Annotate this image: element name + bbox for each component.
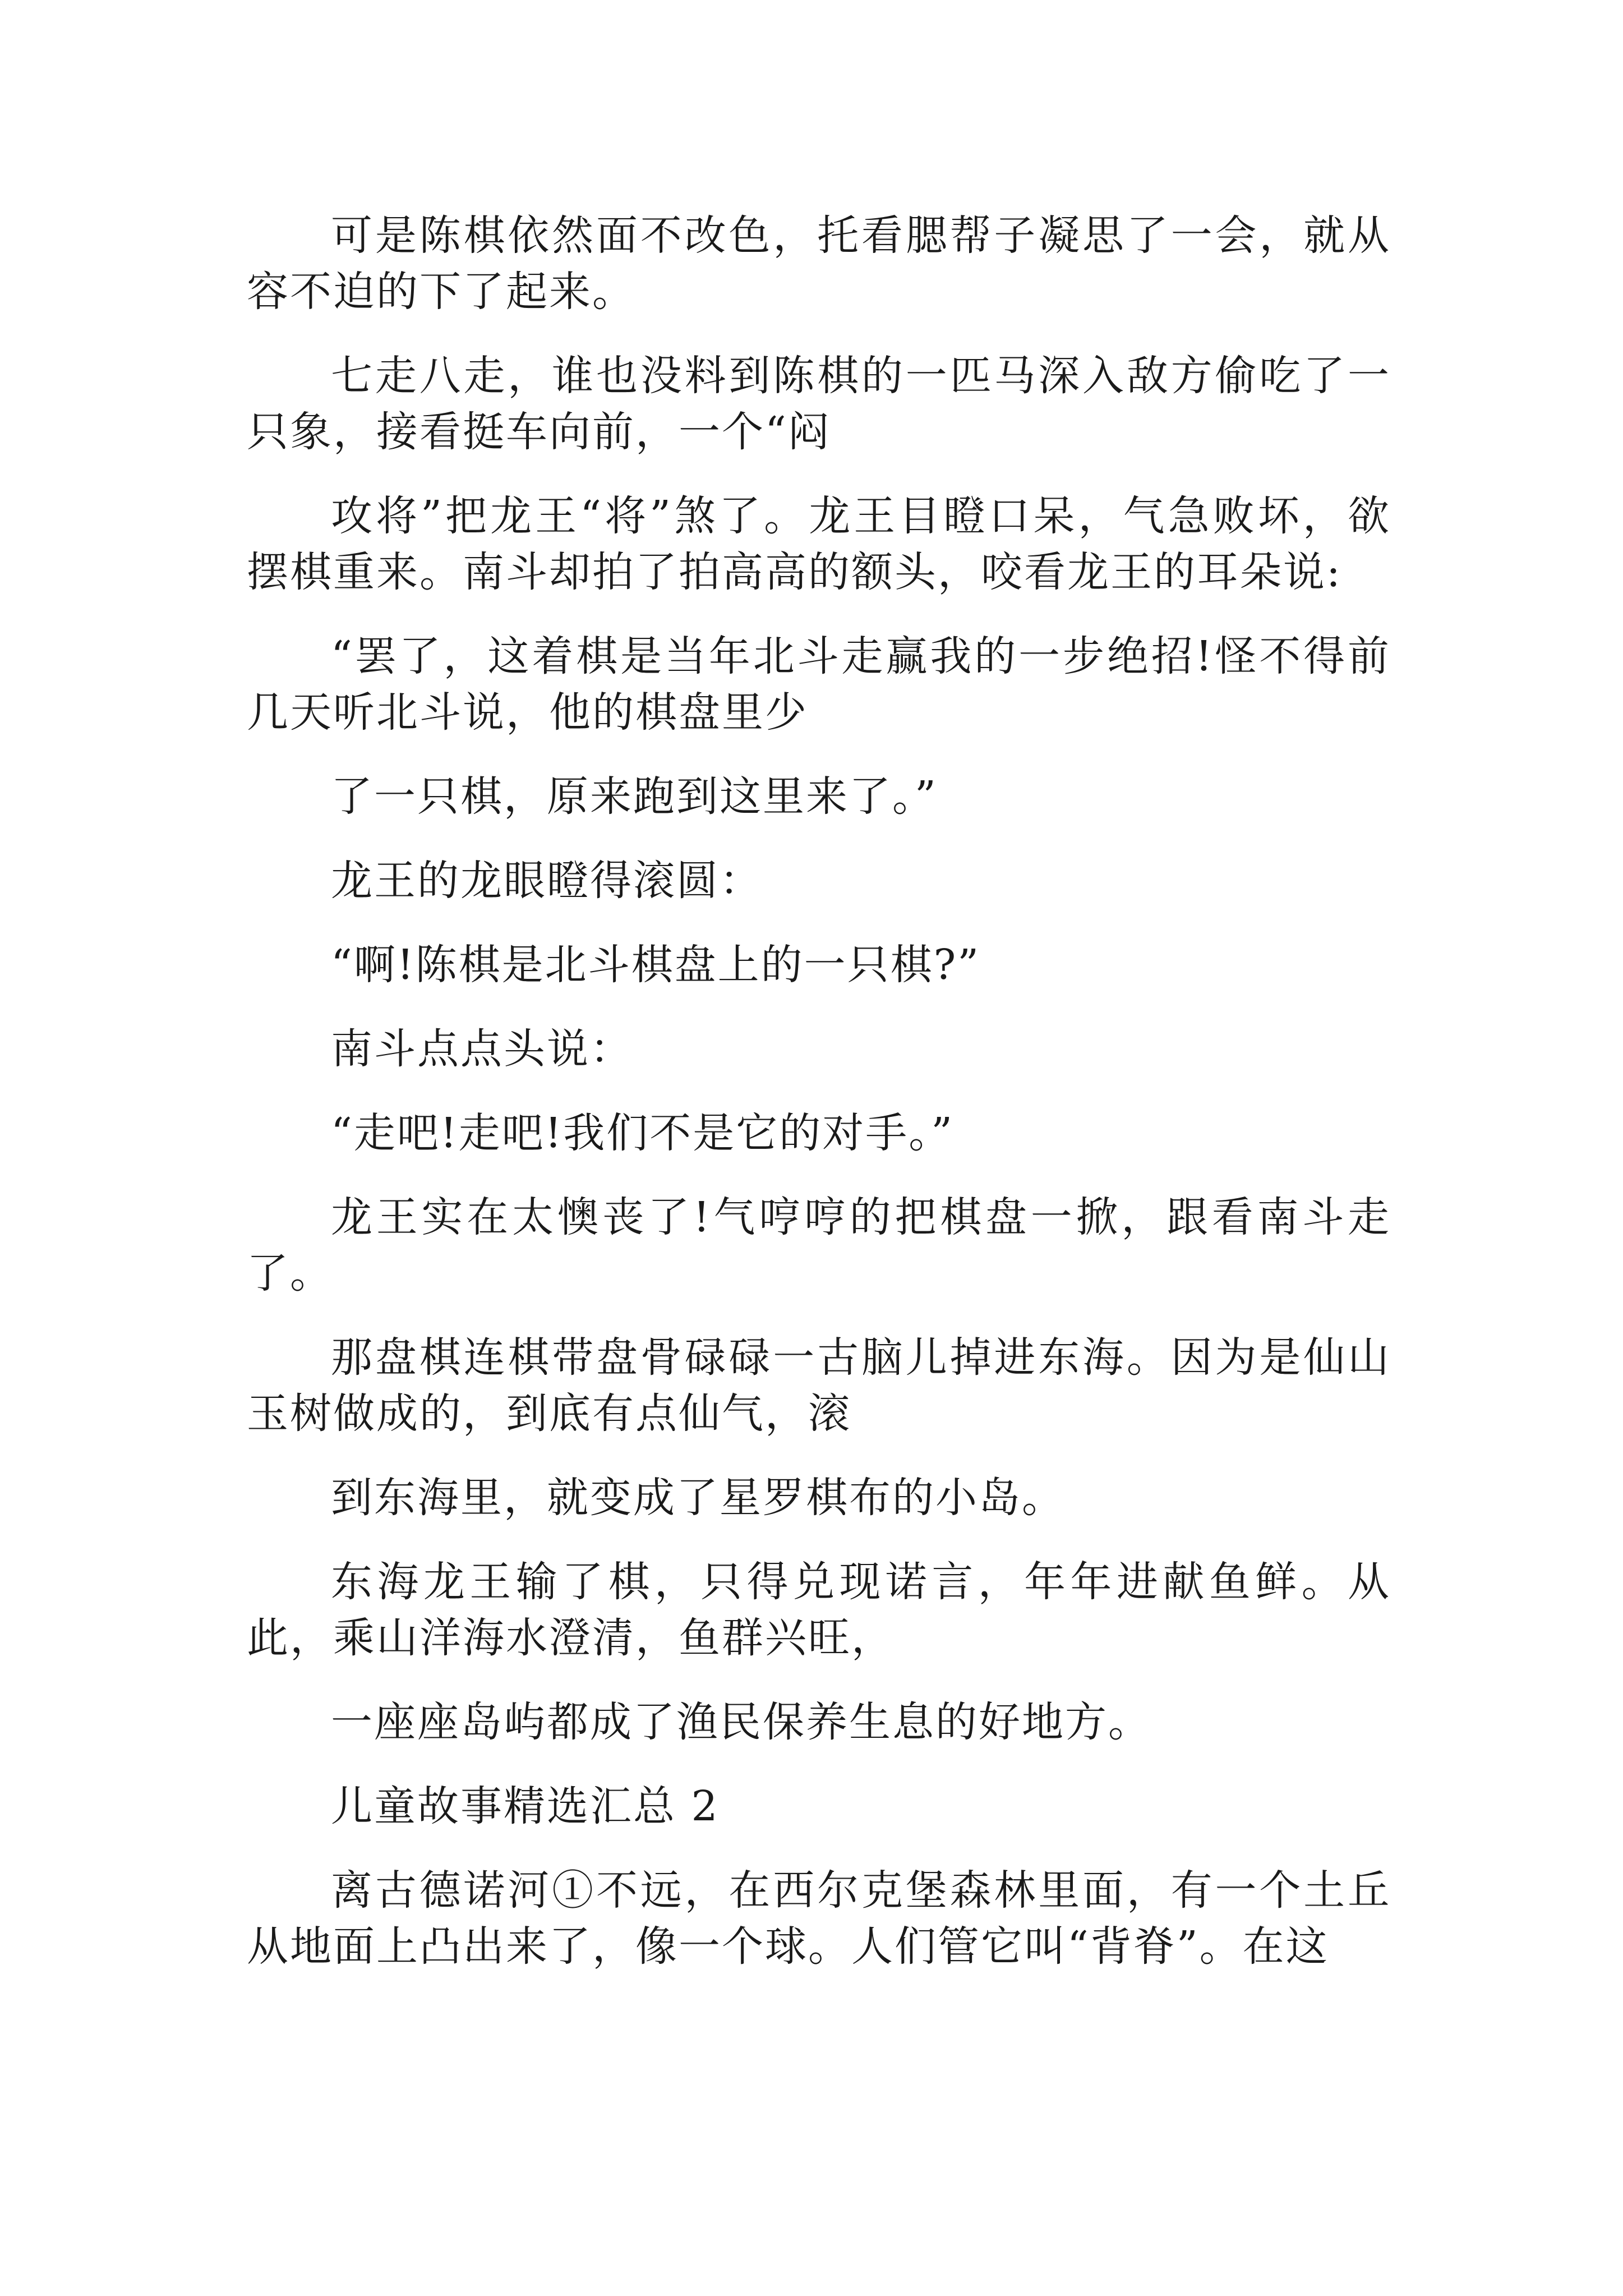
- paragraph: 攻将”把龙王“将”煞了。龙王目瞪口呆，气急败坏，欲摆棋重来。南斗却拍了拍高高的额头，咬看龙王的耳朵说:: [247, 492, 1391, 596]
- body-text: [247, 208, 1391, 2003]
- paragraph: 那盘棋连棋带盘骨碌碌一古脑儿掉进东海。因为是仙山玉树做成的，到底有点仙气，滚: [247, 1333, 1391, 1438]
- paragraph: 可是陈棋依然面不改色，托看腮帮子凝思了一会，就从容不迫的下了起来。: [247, 211, 1391, 316]
- paragraph: 东海龙王输了棋，只得兑现诺言，年年进献鱼鲜。从此，乘山洋海水澄清，鱼群兴旺，: [247, 1558, 1391, 1662]
- section-heading: 儿童故事精选汇总 2: [331, 1782, 720, 1830]
- paragraph: 龙王实在太懊丧了!气哼哼的把棋盘一掀，跟看南斗走了。: [247, 1193, 1391, 1297]
- paragraph: “走吧!走吧!我们不是它的对手。”: [331, 1109, 955, 1157]
- paragraph: 了一只棋，原来跑到这里来了。”: [331, 772, 938, 821]
- paragraph: 南斗点点头说：: [331, 1025, 633, 1073]
- paragraph: 一座座岛屿都成了渔民保养生息的好地方。: [331, 1698, 1151, 1746]
- paragraph: 到东海里，就变成了星罗棋布的小岛。: [331, 1474, 1065, 1522]
- paragraph: “啊!陈棋是北斗棋盘上的一只棋?”: [331, 941, 981, 989]
- paragraph: 七走八走，谁也没料到陈棋的一匹马深入敌方偷吃了一只象，接看挺车向前，一个“闷: [247, 352, 1391, 456]
- paragraph: 离古德诺河①不远，在西尔克堡森林里面，有一个土丘从地面上凸出来了，像一个球。人们管它叫“背脊”。在这: [247, 1866, 1391, 1971]
- paragraph: “罢了，这着棋是当年北斗走赢我的一步绝招!怪不得前几天听北斗说，他的棋盘里少: [247, 632, 1391, 737]
- paragraph: 龙王的龙眼瞪得滚圆：: [331, 857, 763, 905]
